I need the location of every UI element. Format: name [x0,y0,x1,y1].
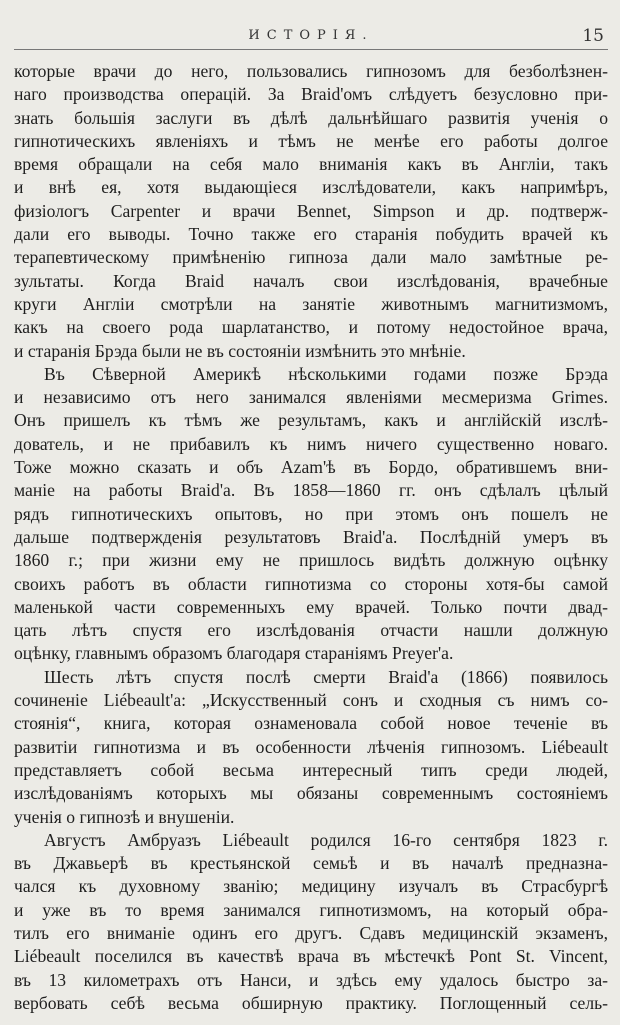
header-rule [14,49,608,50]
text-line: своихъ работъ въ области гипнотизма со стороны хотя-бы самой [14,573,608,594]
text-line: рядъ гипнотическихъ опытовъ, но при этомъ онъ пошелъ не [14,503,608,524]
text-line: какъ на своего рода шарлатанство, и потому недостойное врача, [14,317,608,338]
page-number: 15 [582,26,604,46]
text-line: Liébeault поселился въ качествѣ врача въ мѣстечкѣ Pont St. Vincent, [14,946,608,967]
text-line: Шесть лѣтъ спустя послѣ смерти Braid'а (1866) появилось [44,666,608,687]
text-line: въ Джавьерѣ въ крестьянской семьѣ и въ началѣ предназна- [14,853,608,874]
body-text [14,60,608,1015]
text-line: ученія о гипнозѣ и внушеніи. [14,806,235,827]
text-line: и внѣ ея, хотя выдающіеся изслѣдователи, какъ напримѣръ, [14,177,608,198]
text-line: вербовать себѣ весьма обширную практику. Поглощенный сель- [14,992,608,1013]
text-line: гипнотическихъ явленіяхъ и тѣмъ не менѣе его работы долгое [14,130,608,151]
text-line: развитіи гипнотизма и въ особенности лѣченія гипнозомъ. Liébeault [14,736,608,757]
text-line: дальше подтвержденія результатовъ Braid'а. Послѣдній умеръ въ [14,526,608,547]
text-line: и независимо отъ него занимался явленіями месмеризма Grimes. [14,387,608,408]
text-line: чался къ духовному званію; медицину изучалъ въ Страсбургѣ [14,876,608,897]
text-line: маніе на работы Braid'а. Въ 1858—1860 гг. онъ сдѣлалъ цѣлый [14,480,608,501]
running-header [14,26,608,50]
text-line: Тоже можно сказать и объ Azam'ѣ въ Бордо, обратившемъ вни- [14,457,608,478]
text-line: представляетъ собой весьма интересный типъ среди людей, [14,759,608,780]
text-line: тилъ его вниманіе одинъ его другъ. Сдавъ медицинскій экзаменъ, [14,922,608,943]
text-line: физіологъ Carpenter и врачи Bennet, Simpson и др. подтверж- [14,200,608,221]
text-line: маленькой части современныхъ ему врачей. Только почти двад- [14,596,608,617]
text-line: дователь, и не прибавилъ къ нимъ ничего существенно новаго. [14,433,608,454]
text-line: стоянія“, книга, которая ознаменовала собой новое теченіе въ [14,713,608,734]
text-line: наго производства операцій. За Braid'омъ слѣдуетъ безусловно при- [14,84,608,105]
text-line: 1860 г.; при жизни ему не пришлось видѣть должную оцѣнку [14,550,608,571]
text-line: терапевтическому примѣненію гипноза дали мало замѣтные ре- [14,247,608,268]
running-title: ИСТОРІЯ. [248,28,374,43]
text-line: цать лѣтъ спустя его изслѣдованія отчасти нашли должную [14,620,608,641]
text-line: и старанія Брэда были не въ состояніи измѣнить это мнѣніе. [14,340,466,361]
text-line: которые врачи до него, пользовались гипнозомъ для безболѣзнен- [14,61,608,81]
text-line: Въ Сѣверной Америкѣ нѣсколькими годами позже Брэда [44,363,608,384]
text-line: знать большія заслуги въ дѣлѣ дальнѣйшаго развитія ученія о [14,107,608,128]
text-line: Онъ пришелъ къ тѣмъ же результамъ, какъ и англійскій изслѣ- [14,410,608,431]
text-line: изслѣдованіямъ которыхъ мы обязаны современнымъ состояніемъ [14,783,608,804]
text-line: въ 13 километрахъ отъ Нанси, и здѣсь ему удалось быстро за- [14,969,608,990]
text-line: круги Англіи смотрѣли на занятіе животнымъ магнитизмомъ, [14,293,608,314]
text-line: Августъ Амбруазъ Liébeault родился 16-го сентября 1823 г. [44,829,608,850]
text-line: дали его выводы. Точно также его старанія побудить врачей къ [14,224,608,245]
text-line: оцѣнку, главнымъ образомъ благодаря стараніямъ Preyer'а. [14,643,454,664]
text-line: зультаты. Когда Braid началъ свои изслѣдованія, врачебные [14,270,608,291]
text-line: сочиненіе Liébeault'а: „Искусственный сонъ и сходныя съ нимъ со- [14,690,608,711]
text-line: время обращали на себя мало вниманія какъ въ Англіи, такъ [14,154,608,175]
text-line: и уже въ то время занимался гипнотизмомъ, на который обра- [14,899,608,920]
